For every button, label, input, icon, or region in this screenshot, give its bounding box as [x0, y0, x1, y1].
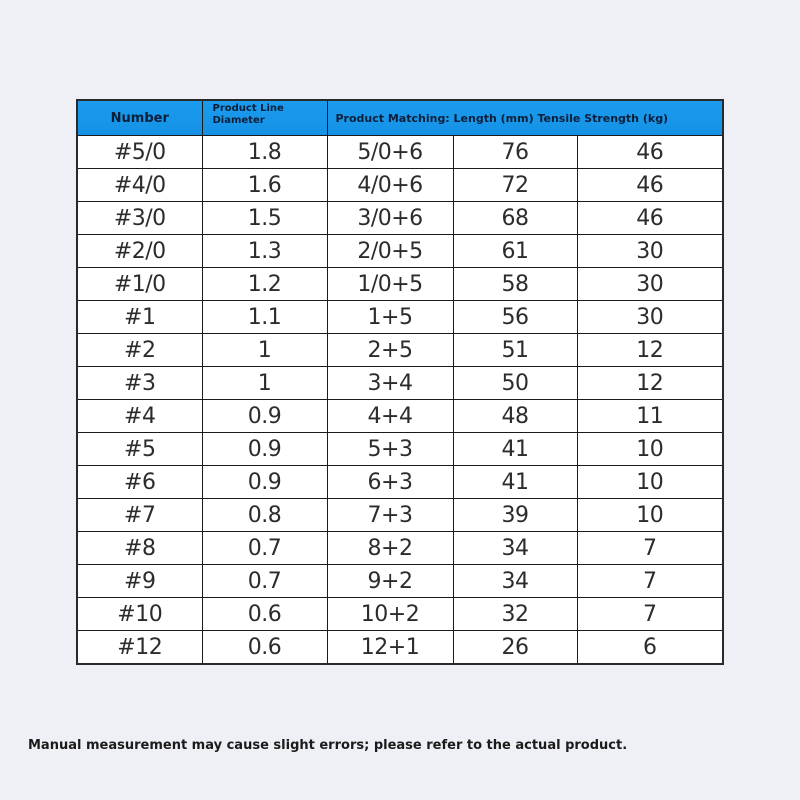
cell-number: #3 [77, 367, 202, 400]
cell-matching: 3/0+6 [327, 202, 453, 235]
table-row [77, 400, 723, 433]
cell-number: #7 [77, 499, 202, 532]
cell-length: 68 [453, 202, 577, 235]
cell-number: #1/0 [77, 268, 202, 301]
cell-tensile: 10 [577, 499, 723, 532]
table-header [77, 100, 723, 136]
cell-diameter: 1.6 [202, 169, 327, 202]
table-row [77, 499, 723, 532]
cell-matching: 12+1 [327, 631, 453, 665]
cell-tensile: 11 [577, 400, 723, 433]
cell-length: 41 [453, 433, 577, 466]
cell-matching: 9+2 [327, 565, 453, 598]
cell-length: 41 [453, 466, 577, 499]
cell-number: #10 [77, 598, 202, 631]
cell-tensile: 12 [577, 334, 723, 367]
cell-matching: 4+4 [327, 400, 453, 433]
cell-diameter: 0.9 [202, 433, 327, 466]
cell-length: 72 [453, 169, 577, 202]
header-row [77, 100, 723, 136]
cell-number: #9 [77, 565, 202, 598]
cell-tensile: 10 [577, 466, 723, 499]
cell-number: #2 [77, 334, 202, 367]
cell-number: #1 [77, 301, 202, 334]
table-row [77, 631, 723, 665]
cell-matching: 2+5 [327, 334, 453, 367]
cell-diameter: 0.7 [202, 565, 327, 598]
cell-length: 76 [453, 136, 577, 169]
table-row [77, 202, 723, 235]
cell-matching: 4/0+6 [327, 169, 453, 202]
cell-length: 26 [453, 631, 577, 665]
table-row [77, 565, 723, 598]
cell-tensile: 30 [577, 235, 723, 268]
cell-matching: 6+3 [327, 466, 453, 499]
cell-matching: 5+3 [327, 433, 453, 466]
cell-diameter: 1.2 [202, 268, 327, 301]
cell-tensile: 30 [577, 268, 723, 301]
cell-diameter: 1 [202, 367, 327, 400]
cell-tensile: 30 [577, 301, 723, 334]
cell-length: 34 [453, 565, 577, 598]
cell-number: #4/0 [77, 169, 202, 202]
table-body [77, 136, 723, 665]
cell-length: 50 [453, 367, 577, 400]
cell-length: 58 [453, 268, 577, 301]
cell-number: #2/0 [77, 235, 202, 268]
cell-length: 61 [453, 235, 577, 268]
cell-matching: 5/0+6 [327, 136, 453, 169]
spec-table [76, 99, 724, 665]
cell-tensile: 46 [577, 202, 723, 235]
header-diameter: Product Line Diameter [202, 100, 327, 136]
cell-length: 32 [453, 598, 577, 631]
table-row [77, 598, 723, 631]
cell-length: 48 [453, 400, 577, 433]
table-row [77, 169, 723, 202]
cell-diameter: 1.1 [202, 301, 327, 334]
cell-length: 39 [453, 499, 577, 532]
cell-number: #8 [77, 532, 202, 565]
header-number: Number [77, 100, 202, 136]
table-row [77, 532, 723, 565]
cell-diameter: 0.9 [202, 466, 327, 499]
cell-diameter: 1.8 [202, 136, 327, 169]
cell-matching: 8+2 [327, 532, 453, 565]
header-matching: Product Matching: Length (mm) Tensile Strength (kg) [327, 100, 723, 136]
cell-diameter: 1.3 [202, 235, 327, 268]
cell-number: #5 [77, 433, 202, 466]
cell-diameter: 1.5 [202, 202, 327, 235]
cell-number: #6 [77, 466, 202, 499]
cell-tensile: 12 [577, 367, 723, 400]
cell-tensile: 46 [577, 136, 723, 169]
cell-tensile: 46 [577, 169, 723, 202]
cell-tensile: 6 [577, 631, 723, 665]
cell-tensile: 7 [577, 598, 723, 631]
cell-number: #5/0 [77, 136, 202, 169]
cell-matching: 10+2 [327, 598, 453, 631]
table-row [77, 301, 723, 334]
cell-diameter: 0.7 [202, 532, 327, 565]
table-row [77, 466, 723, 499]
cell-number: #3/0 [77, 202, 202, 235]
cell-diameter: 0.8 [202, 499, 327, 532]
cell-diameter: 0.6 [202, 631, 327, 665]
footnote: Manual measurement may cause slight errors; please refer to the actual product. [28, 738, 628, 753]
table-row [77, 136, 723, 169]
cell-diameter: 0.6 [202, 598, 327, 631]
cell-tensile: 10 [577, 433, 723, 466]
table-row [77, 268, 723, 301]
cell-diameter: 1 [202, 334, 327, 367]
cell-number: #4 [77, 400, 202, 433]
table-row [77, 334, 723, 367]
cell-number: #12 [77, 631, 202, 665]
cell-matching: 1+5 [327, 301, 453, 334]
table-row [77, 433, 723, 466]
cell-matching: 7+3 [327, 499, 453, 532]
cell-diameter: 0.9 [202, 400, 327, 433]
cell-tensile: 7 [577, 565, 723, 598]
cell-matching: 1/0+5 [327, 268, 453, 301]
cell-matching: 3+4 [327, 367, 453, 400]
cell-length: 34 [453, 532, 577, 565]
cell-length: 51 [453, 334, 577, 367]
table-row [77, 367, 723, 400]
table-row [77, 235, 723, 268]
cell-matching: 2/0+5 [327, 235, 453, 268]
cell-length: 56 [453, 301, 577, 334]
cell-tensile: 7 [577, 532, 723, 565]
